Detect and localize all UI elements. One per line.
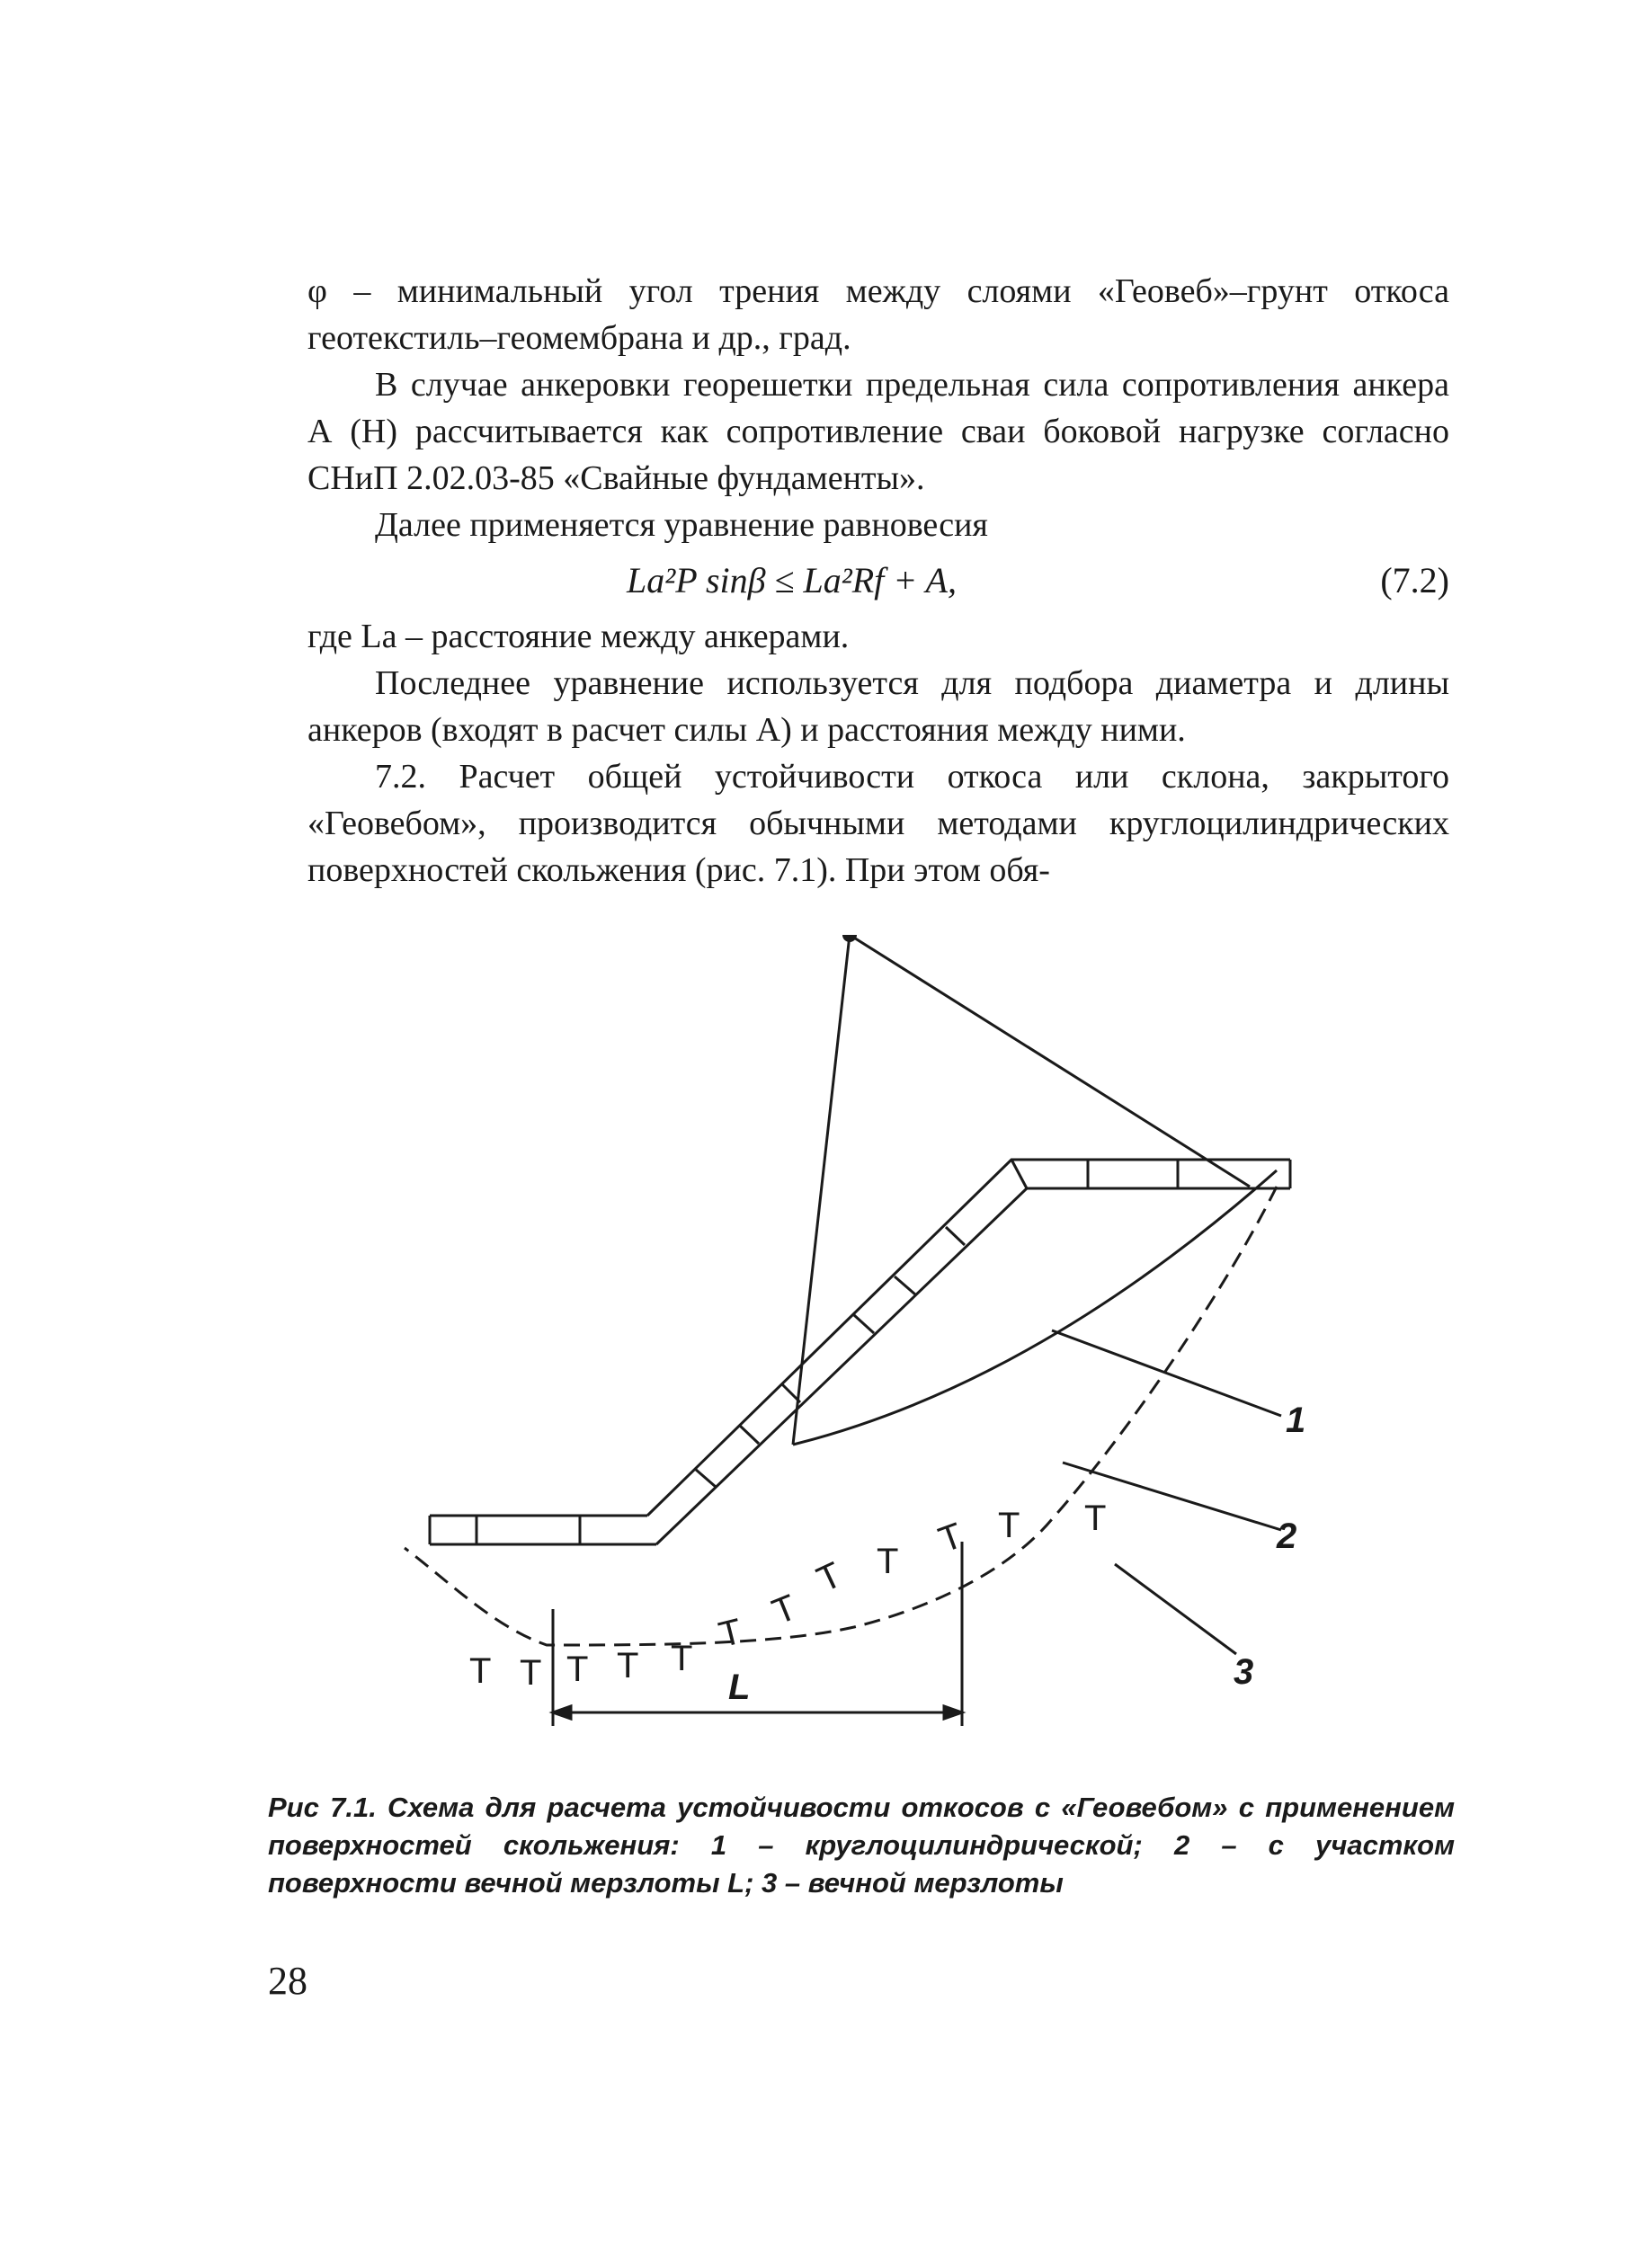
permafrost-symbol: T <box>933 1516 968 1561</box>
radius-line-right <box>850 935 1250 1187</box>
permafrost-symbol: T <box>566 1650 589 1689</box>
permafrost-symbol: T <box>877 1542 899 1581</box>
paragraph-equation-use: Последнее уравнение используется для подбора диаметра и длины анкеров (входят в расчет силы А) и расстояния между ними. <box>307 664 1449 749</box>
figure-caption: Рис 7.1. Схема для расчета устойчивости откосов с «Геовебом» с применением поверхностей скольжения: 1 – круглоцилиндрической; 2 – с участком поверхности вечной мерзлоты L; 3 – вечной мерзлоты <box>268 1792 1455 1899</box>
formula-row <box>307 552 1449 609</box>
permafrost-symbol: T <box>715 1611 746 1656</box>
rotation-center-point <box>842 935 857 942</box>
dimension-L-arrow-left <box>553 1706 571 1719</box>
geoweb-slope-inner-edge <box>656 1188 1290 1544</box>
page-number: 28 <box>268 1959 307 2003</box>
permafrost-symbol: T <box>767 1587 803 1632</box>
dimension-label-L: L <box>728 1668 751 1707</box>
equation-7-2: La²P sinβ ≤ La²Rf + A, <box>627 560 957 600</box>
permafrost-symbol: T <box>617 1646 639 1685</box>
paragraph-equilibrium-intro: Далее применяется уравнение равновесия <box>375 506 988 544</box>
dimension-L-arrow-right <box>944 1706 962 1719</box>
slip-surface-circular <box>793 1170 1277 1445</box>
permafrost-symbol: T <box>671 1639 693 1678</box>
figure-slope-stability <box>387 935 1322 1780</box>
permafrost-symbol: T <box>1084 1499 1107 1538</box>
slope-diagram <box>387 935 1322 1780</box>
leader-line-1 <box>1052 1330 1281 1416</box>
paragraph-phi-definition: φ – минимальный угол трения между слоями «Геовеб»–грунт откоса геотекстиль–геомембрана и др., град. <box>307 272 1449 357</box>
permafrost-symbol: T <box>998 1506 1020 1545</box>
permafrost-symbol: T <box>520 1653 542 1693</box>
permafrost-symbol: T <box>811 1554 848 1600</box>
permafrost-symbol: T <box>469 1651 492 1691</box>
paragraph-anchor-resistance: В случае анкеровки георешетки предельная сила сопротивления анкера А (Н) рассчитывается как сопротивление сваи боковой нагрузке согласно СНиП 2.02.03-85 «Свайные фундаменты». <box>307 366 1449 497</box>
body-text <box>307 268 1449 894</box>
paragraph-la-definition: где La – расстояние между анкерами. <box>307 618 850 655</box>
equation-number: (7.2) <box>1380 560 1449 600</box>
paragraph-section-7-2: 7.2. Расчет общей устойчивости откоса или склона, закрытого «Геовебом», производится обычными методами круглоцилиндрических поверхностей скольжения (рис. 7.1). При этом обя- <box>307 758 1449 889</box>
leader-line-3 <box>1115 1564 1236 1654</box>
callout-label-3: 3 <box>1234 1652 1254 1692</box>
callout-label-2: 2 <box>1277 1516 1297 1556</box>
callout-label-1: 1 <box>1286 1401 1306 1440</box>
